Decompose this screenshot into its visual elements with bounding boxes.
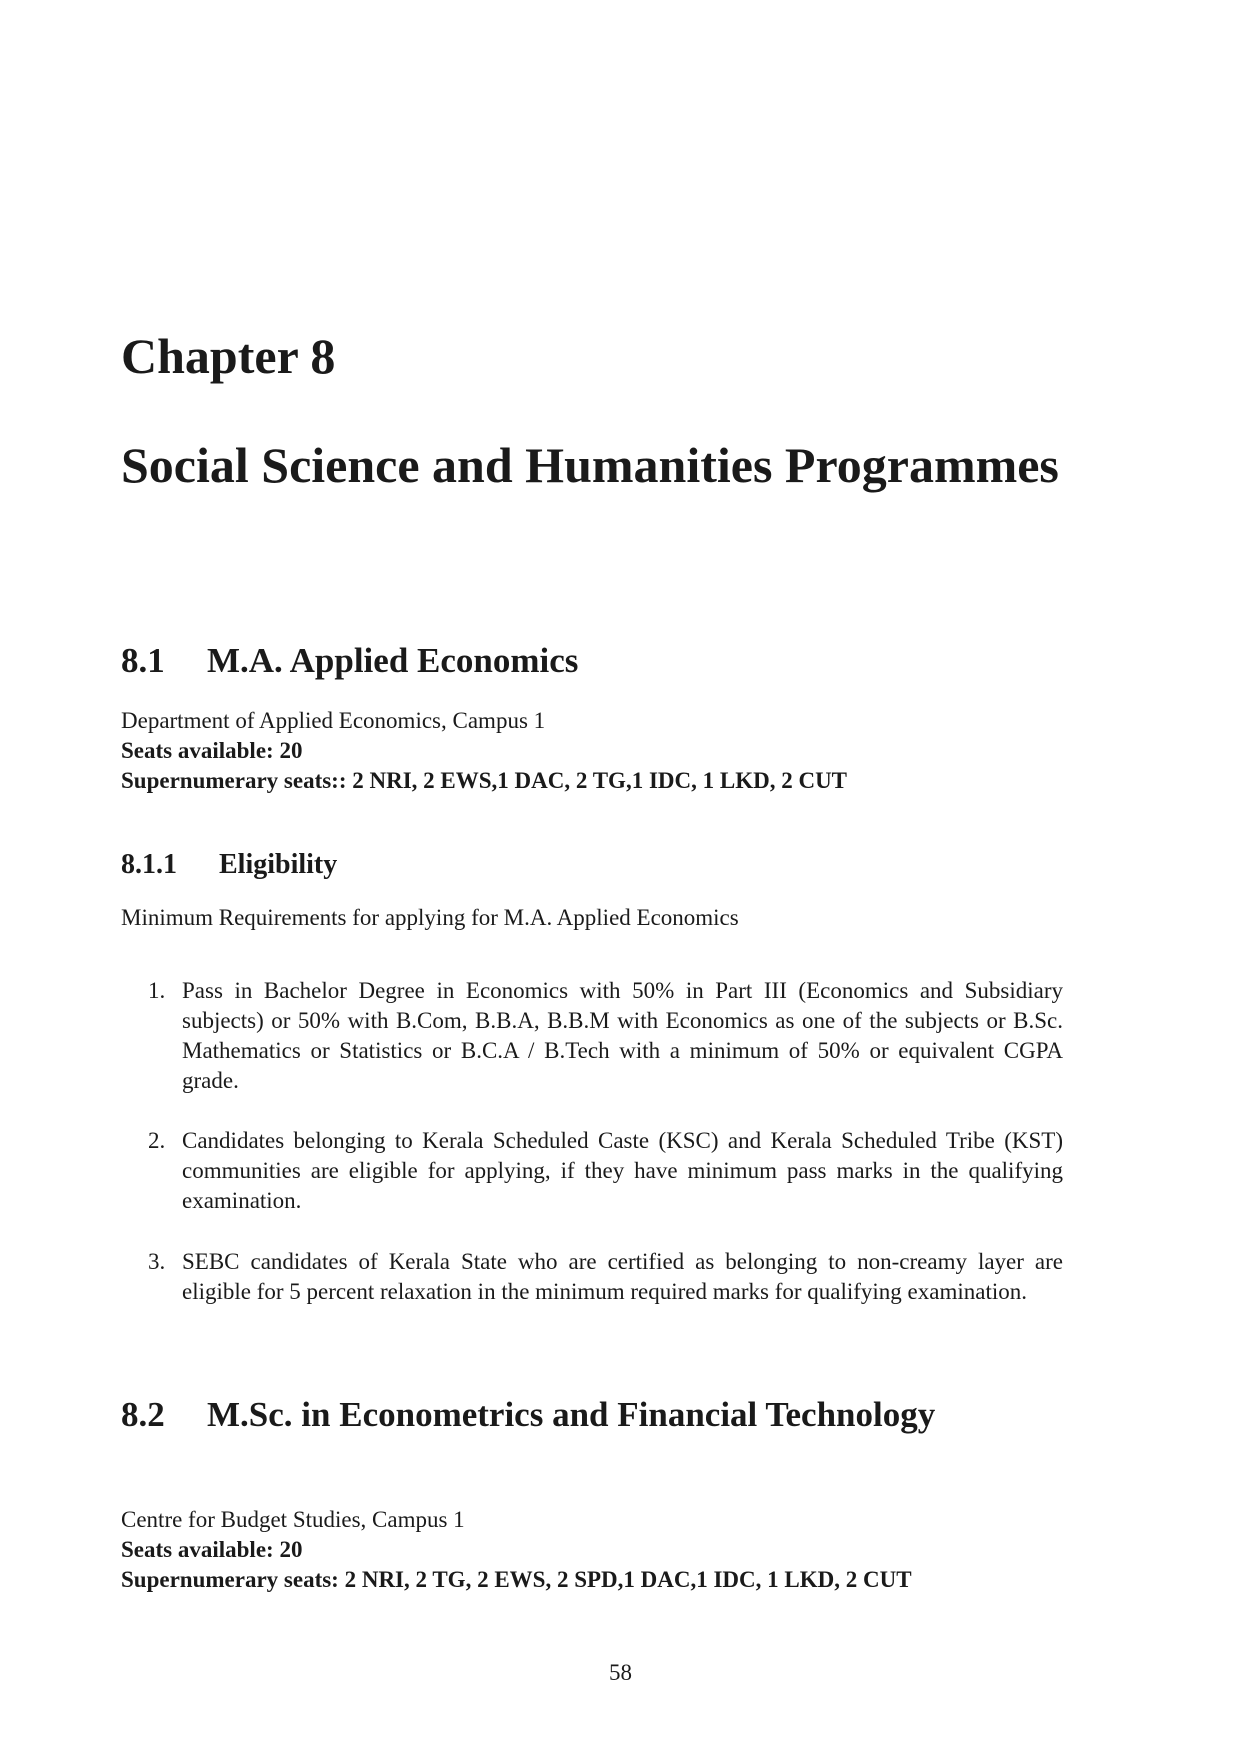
supernumerary-seats: Supernumerary seats: 2 NRI, 2 TG, 2 EWS, 2 SPD,1 DAC,1 IDC, 1 LKD, 2 CUT [121,1567,912,1592]
list-item-text: SEBC candidates of Kerala State who are certified as belonging to non-creamy layer are eligible for 5 percent relaxation in the minimum required marks for qualifying examination. [182,1249,1063,1304]
subsection-number: 8.1.1 [121,849,177,880]
section-8-1-heading [121,636,1061,686]
subsection-8-1-1-heading [121,846,337,884]
list-marker: 1. [148,978,166,1003]
list-item [148,976,1063,1096]
list-marker: 2. [148,1128,166,1153]
chapter-label: Chapter 8 [121,328,336,384]
section-number: 8.2 [121,1395,165,1434]
section-8-2-heading [121,1390,1061,1440]
list-item [148,1247,1063,1307]
department-line: Department of Applied Economics, Campus 1 [121,708,546,733]
section-number: 8.1 [121,641,165,680]
list-item-text: Pass in Bachelor Degree in Economics with 50% in Part III (Economics and Subsidiary subjects) or 50% with B.Com, B.B.A, B.B.M with Economics as one of the subjects or B.Sc. Mathematics or Statistics or B.C.A / B.Tech with a minimum of 50% or equivalent CGPA grade. [182,978,1063,1093]
page-number: 58 [609,1660,632,1685]
chapter-title: Social Science and Humanities Programmes [121,437,1059,493]
supernumerary-seats: Supernumerary seats:: 2 NRI, 2 EWS,1 DAC, 2 TG,1 IDC, 1 LKD, 2 CUT [121,768,848,793]
eligibility-intro: Minimum Requirements for applying for M.A. Applied Economics [121,905,739,930]
seats-available: Seats available: 20 [121,738,303,763]
list-item [148,1126,1063,1216]
seats-available: Seats available: 20 [121,1537,303,1562]
list-marker: 3. [148,1249,166,1274]
section-title: M.Sc. in Econometrics and Financial Technology [207,1395,936,1434]
list-item-text: Candidates belonging to Kerala Scheduled Caste (KSC) and Kerala Scheduled Tribe (KST) communities are eligible for applying, if they have minimum pass marks in the qualifying examination. [182,1128,1063,1213]
department-line: Centre for Budget Studies, Campus 1 [121,1507,465,1532]
subsection-title: Eligibility [219,849,338,880]
section-title: M.A. Applied Economics [207,641,579,680]
